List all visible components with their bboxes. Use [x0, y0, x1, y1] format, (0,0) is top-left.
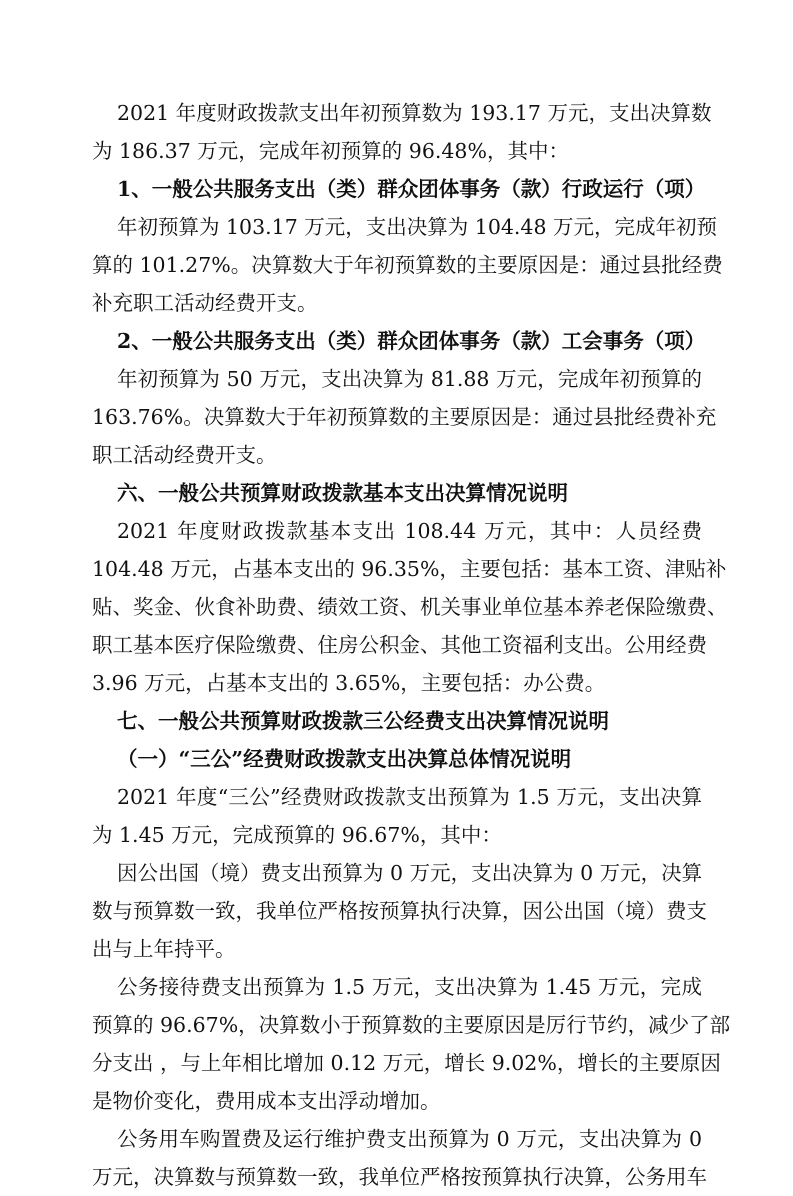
paragraph-line: 年初预算为 103.17 万元，支出决算为 104.48 万元，完成年初预	[117, 215, 718, 239]
paragraph-line: 职工基本医疗保险缴费、住房公积金、其他工资福利支出。公用经费	[92, 633, 707, 657]
section-heading: 2、一般公共服务支出（类）群众团体事务（款）工会事务（项）	[117, 329, 706, 353]
paragraph-line: 分支出 ，与上年相比增加 0.12 万元，增长 9.02%，增长的主要原因	[92, 1051, 721, 1075]
paragraph-line: 为 1.45 万元，完成预算的 96.67%，其中：	[92, 823, 502, 847]
paragraph-line: 2021 年度财政拨款基本支出 108.44 万元，其中：人员经费	[117, 519, 702, 543]
section-heading: （一）“三公”经费财政拨款支出决算总体情况说明	[117, 747, 572, 771]
paragraph-line: 104.48 万元，占基本支出的 96.35%，主要包括：基本工资、津贴补	[92, 557, 727, 581]
paragraph-line: 贴、奖金、伙食补助费、绩效工资、机关事业单位基本养老保险缴费、	[92, 595, 728, 619]
paragraph-line: 万元，决算数与预算数一致，我单位严格按预算执行决算，公务用车	[92, 1165, 707, 1189]
section-heading: 六、一般公共预算财政拨款基本支出决算情况说明	[117, 481, 568, 505]
paragraph-line: 出与上年持平。	[92, 937, 236, 961]
paragraph-line: 是物价变化，费用成本支出浮动增加。	[92, 1089, 441, 1113]
paragraph-line: 数与预算数一致，我单位严格按预算执行决算，因公出国（境）费支	[92, 899, 707, 923]
paragraph-line: 2021 年度“三公”经费财政拨款支出预算为 1.5 万元，支出决算	[117, 785, 702, 809]
paragraph-line: 为 186.37 万元，完成年初预算的 96.48%，其中：	[92, 139, 569, 163]
paragraph-line: 公务接待费支出预算为 1.5 万元，支出决算为 1.45 万元，完成	[117, 975, 702, 999]
section-heading: 1、一般公共服务支出（类）群众团体事务（款）行政运行（项）	[117, 177, 706, 201]
paragraph-line: 2021 年度财政拨款支出年初预算数为 193.17 万元，支出决算数	[117, 101, 712, 125]
paragraph-line: 3.96 万元，占基本支出的 3.65%，主要包括：办公费。	[92, 671, 606, 695]
paragraph-line: 职工活动经费开支。	[92, 443, 277, 467]
paragraph-line: 年初预算为 50 万元，支出决算为 81.88 万元，完成年初预算的	[117, 367, 702, 391]
paragraph-line: 163.76%。决算数大于年初预算数的主要原因是：通过县批经费补充	[92, 405, 717, 429]
paragraph-line: 补充职工活动经费开支。	[92, 291, 318, 315]
section-heading: 七、一般公共预算财政拨款三公经费支出决算情况说明	[117, 709, 609, 733]
paragraph-line: 预算的 96.67%，决算数小于预算数的主要原因是厉行节约，减少了部	[92, 1013, 731, 1037]
paragraph-line: 因公出国（境）费支出预算为 0 万元，支出决算为 0 万元，决算	[117, 861, 703, 885]
document-body	[92, 94, 731, 1196]
paragraph-line: 公务用车购置费及运行维护费支出预算为 0 万元，支出决算为 0	[117, 1127, 702, 1151]
paragraph-line: 算的 101.27%。决算数大于年初预算数的主要原因是：通过县批经费	[92, 253, 723, 277]
